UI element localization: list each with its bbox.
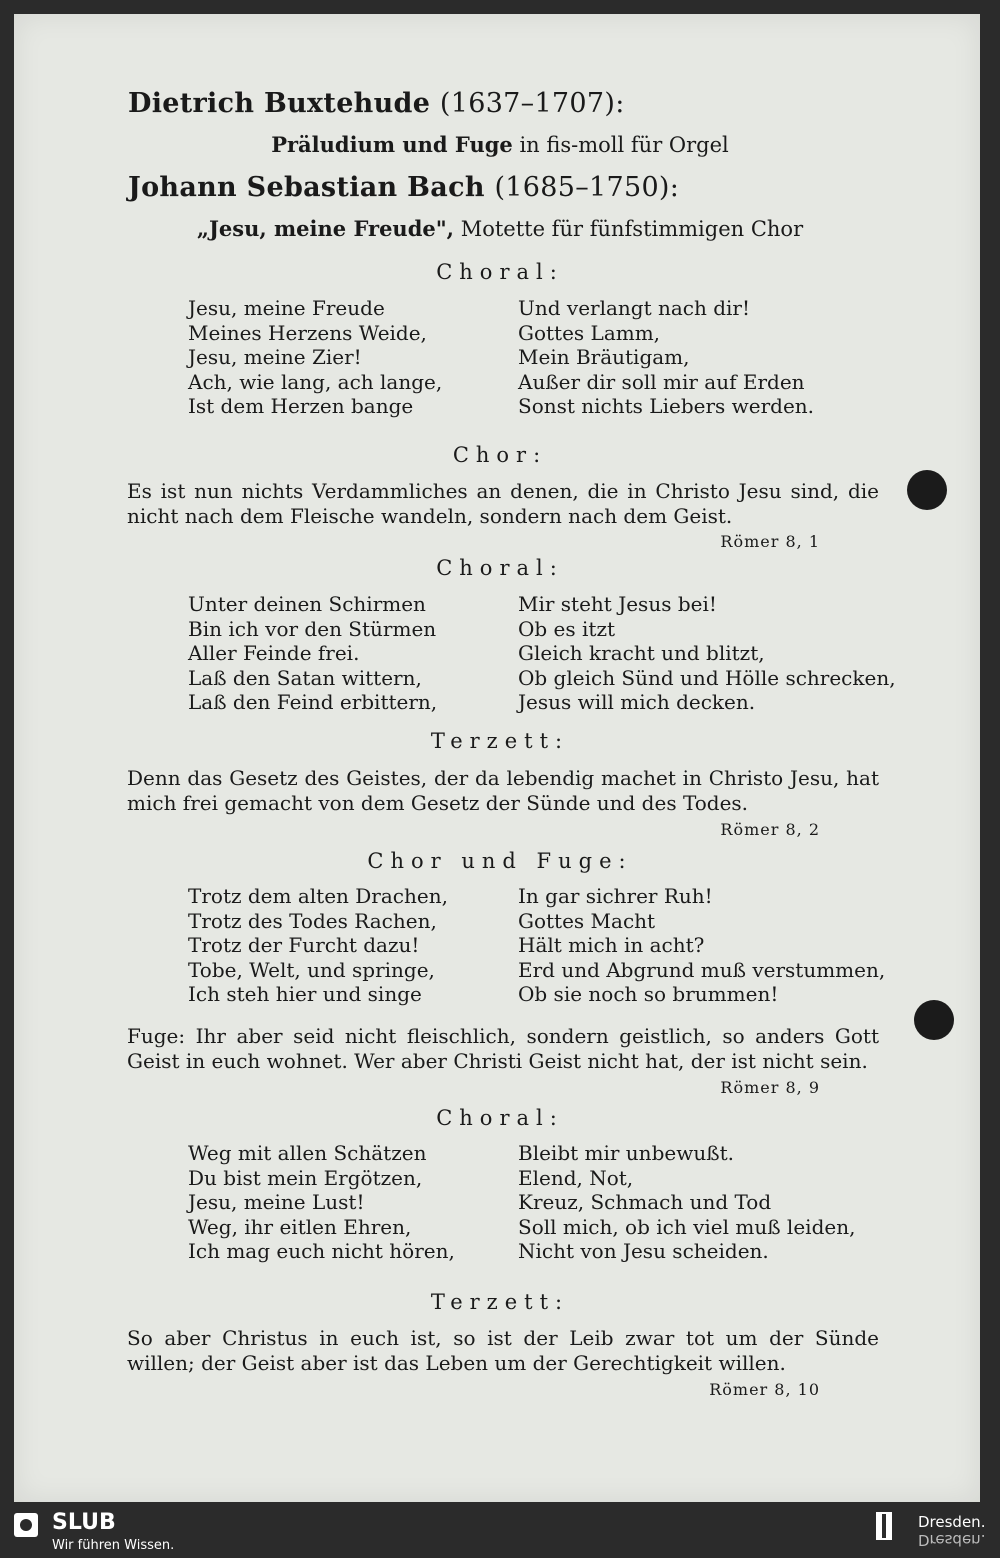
verse-line: Bin ich vor den Stürmen bbox=[188, 616, 437, 641]
verse-left bbox=[188, 592, 437, 715]
verse-line: Mir steht Jesus bei! bbox=[518, 592, 717, 616]
scripture-reference: Römer 8, 10 bbox=[709, 1380, 820, 1399]
scripture-reference: Römer 8, 2 bbox=[720, 820, 820, 839]
verse-line: Gottes Macht bbox=[518, 908, 656, 933]
punch-hole-top bbox=[907, 470, 947, 510]
verse-line: Ich mag euch nicht hören, bbox=[188, 1239, 455, 1263]
dresden-wordmark-reflection: Dresden. bbox=[918, 1531, 986, 1549]
verse-left bbox=[188, 884, 448, 1007]
verse-line: Laß den Feind erbittern, bbox=[188, 690, 438, 714]
verse-line: Trotz dem alten Drachen, bbox=[188, 884, 448, 908]
verse-line: Trotz des Todes Rachen, bbox=[188, 908, 437, 933]
verse-right bbox=[518, 296, 814, 419]
verse-line: Weg mit allen Schätzen bbox=[188, 1141, 427, 1165]
verse-line: Ach, wie lang, ach lange, bbox=[188, 369, 443, 394]
scripture-text: So aber Christus in euch ist, so ist der Leib zwar tot um der Sünde willen; der Geist aber ist das Leben um der Gerechtigkeit willen. bbox=[127, 1326, 879, 1375]
verse-line: Laß den Satan wittern, bbox=[188, 665, 422, 690]
scripture-reference: Römer 8, 9 bbox=[720, 1078, 820, 1097]
composer-name: Dietrich Buxtehude bbox=[128, 88, 431, 119]
verse-right bbox=[518, 592, 896, 715]
verse-line: Elend, Not, bbox=[518, 1165, 634, 1190]
work-description: Motette für fünfstimmigen Chor bbox=[460, 217, 804, 241]
verse-line: Hält mich in acht? bbox=[518, 933, 705, 957]
composer-bach bbox=[128, 172, 679, 203]
work-praeludium bbox=[0, 132, 1000, 157]
punch-hole-bottom bbox=[914, 1000, 954, 1040]
verse-line: Meines Herzens Weide, bbox=[188, 320, 427, 345]
dresden-crest-icon[interactable] bbox=[876, 1512, 892, 1540]
composer-buxtehude bbox=[128, 88, 625, 119]
section-heading: Choral: bbox=[436, 556, 564, 580]
scripture-text: Fuge: Ihr aber seid nicht fleischlich, sondern geistlich, so anders Gott Geist in euch wohnet. Wer aber Christi Geist nicht hat, der ist nicht sein. bbox=[127, 1024, 879, 1073]
section-heading: Choral: bbox=[436, 260, 564, 284]
slub-tagline: Wir führen Wissen. bbox=[52, 1538, 175, 1553]
verse-line: Ob sie noch so brummen! bbox=[518, 982, 779, 1006]
verse-left bbox=[188, 296, 442, 419]
work-description: in fis-moll für Orgel bbox=[519, 133, 729, 157]
verse-line: Jesu, meine Freude bbox=[188, 296, 385, 320]
composer-name: Johann Sebastian Bach bbox=[128, 172, 485, 203]
verse-line: Jesu, meine Lust! bbox=[188, 1190, 365, 1214]
verse-line: In gar sichrer Ruh! bbox=[518, 884, 713, 908]
section-heading: Choral: bbox=[436, 1106, 564, 1130]
verse-line: Ich steh hier und singe bbox=[188, 982, 422, 1006]
section-heading: Terzett: bbox=[430, 729, 570, 753]
verse-line: Und verlangt nach dir! bbox=[518, 296, 751, 320]
verse-line: Tobe, Welt, und springe, bbox=[188, 957, 435, 982]
verse-left bbox=[188, 1141, 455, 1264]
verse-line: Jesus will mich decken. bbox=[518, 690, 756, 714]
scripture-text: Es ist nun nichts Verdammliches an denen, die in Christo Jesu sind, die nicht nach dem Fleische wandeln, sondern nach dem Geist. bbox=[127, 479, 879, 528]
section-heading: Terzett: bbox=[430, 1290, 570, 1314]
verse-line: Sonst nichts Liebers werden. bbox=[518, 394, 815, 418]
verse-line: Unter deinen Schirmen bbox=[188, 592, 426, 616]
verse-line: Bleibt mir unbewußt. bbox=[518, 1141, 734, 1165]
verse-line: Du bist mein Ergötzen, bbox=[188, 1165, 423, 1190]
verse-right bbox=[518, 1141, 855, 1264]
work-title: „Jesu, meine Freude", bbox=[196, 216, 454, 241]
verse-line: Ob es itzt bbox=[518, 616, 616, 641]
work-motette bbox=[0, 216, 1000, 241]
verse-right bbox=[518, 884, 885, 1007]
verse-line: Ob gleich Sünd und Hölle schrecken, bbox=[518, 665, 896, 690]
verse-line: Erd und Abgrund muß verstummen, bbox=[518, 957, 886, 982]
scripture-reference: Römer 8, 1 bbox=[720, 532, 820, 551]
section-heading: Chor: bbox=[452, 443, 548, 467]
composer-years: (1637–1707): bbox=[439, 88, 625, 119]
scripture-text: Denn das Gesetz des Geistes, der da lebendig machet in Christo Jesu, hat mich frei gemacht von dem Gesetz der Sünde und des Todes. bbox=[127, 766, 879, 815]
verse-line: Jesu, meine Zier! bbox=[188, 345, 362, 369]
verse-line: Außer dir soll mir auf Erden bbox=[518, 369, 805, 394]
verse-line: Gleich kracht und blitzt, bbox=[518, 641, 765, 665]
verse-line: Soll mich, ob ich viel muß leiden, bbox=[518, 1214, 856, 1239]
verse-line: Trotz der Furcht dazu! bbox=[188, 933, 420, 957]
slub-brand[interactable]: SLUB bbox=[52, 1510, 116, 1535]
dresden-wordmark[interactable]: Dresden. bbox=[918, 1513, 986, 1531]
verse-line: Gottes Lamm, bbox=[518, 320, 661, 345]
work-title: Präludium und Fuge bbox=[271, 132, 513, 157]
verse-line: Mein Bräutigam, bbox=[518, 345, 690, 369]
verse-line: Aller Feinde frei. bbox=[188, 641, 360, 665]
verse-line: Ist dem Herzen bange bbox=[188, 394, 414, 418]
section-heading: Chor und Fuge: bbox=[367, 849, 633, 873]
verse-line: Weg, ihr eitlen Ehren, bbox=[188, 1214, 412, 1239]
composer-years: (1685–1750): bbox=[494, 172, 680, 203]
verse-line: Kreuz, Schmach und Tod bbox=[518, 1190, 772, 1214]
slub-logo-icon[interactable] bbox=[14, 1513, 38, 1537]
verse-line: Nicht von Jesu scheiden. bbox=[518, 1239, 769, 1263]
